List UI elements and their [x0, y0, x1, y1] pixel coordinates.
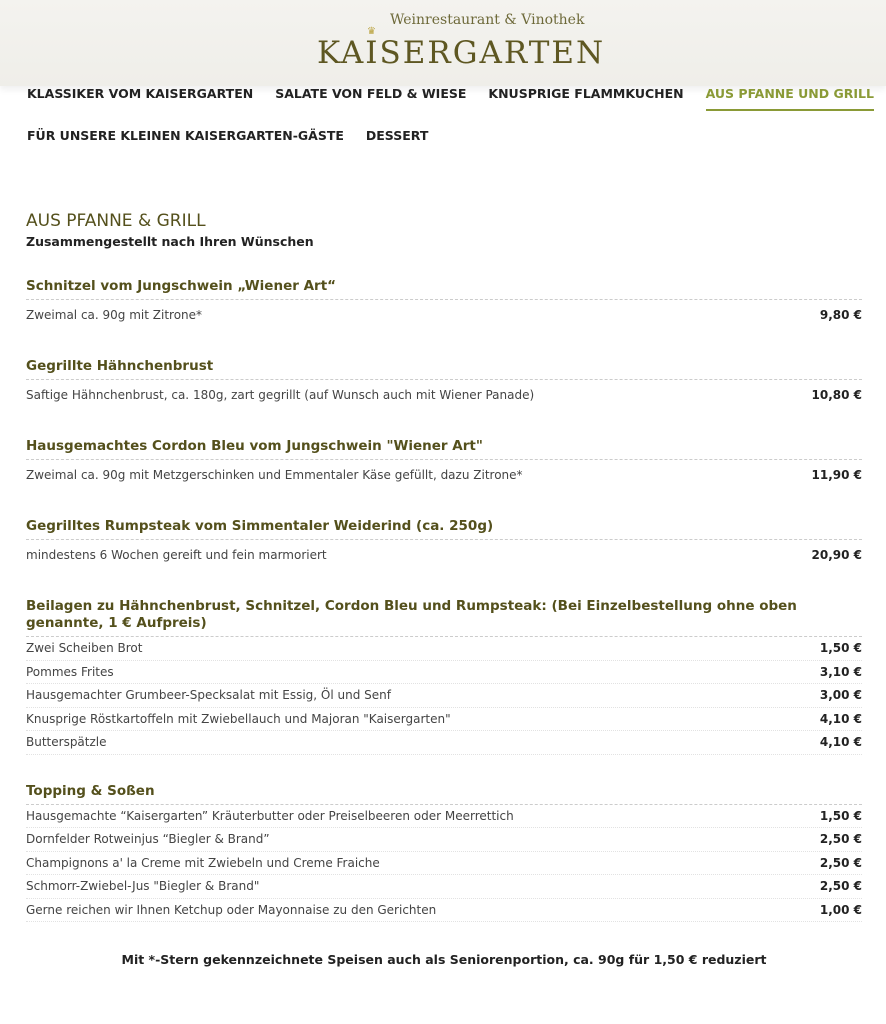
- item-price: 2,50 €: [819, 879, 862, 894]
- category-nav: [27, 84, 886, 168]
- item-price: 2,50 €: [819, 832, 862, 847]
- item-price: 4,10 €: [819, 711, 862, 726]
- site-header: [0, 0, 886, 86]
- menu-section: [26, 598, 862, 755]
- item-price: 3,00 €: [819, 688, 862, 703]
- menu-section: [26, 278, 862, 330]
- item-price: 1,00 €: [819, 902, 862, 917]
- section-title: Beilagen zu Hähnchenbrust, Schnitzel, Cordon Bleu und Rumpsteak: (Bei Einzelbestellung ohne oben genannte, 1 € Aufpreis): [26, 598, 862, 637]
- item-price: 20,90 €: [811, 548, 862, 562]
- item-description: Zwei Scheiben Brot: [26, 641, 143, 656]
- logo[interactable]: KAISERGARTEN: [317, 35, 606, 71]
- menu-section: [26, 783, 862, 923]
- crown-icon: ♛: [367, 26, 376, 37]
- nav-row-2: [27, 126, 886, 168]
- item-description: Schmorr-Zwiebel-Jus "Biegler & Brand": [26, 879, 260, 894]
- menu-item: [26, 380, 862, 410]
- menu-item: [26, 637, 862, 661]
- menu-item: [26, 805, 862, 829]
- page-subtitle: Zusammengestellt nach Ihren Wünschen: [26, 234, 314, 249]
- menu-item: [26, 540, 862, 570]
- menu-item: [26, 661, 862, 685]
- menu-item: [26, 828, 862, 852]
- item-price: 2,50 €: [819, 855, 862, 870]
- item-price: 4,10 €: [819, 735, 862, 750]
- item-description: Pommes Frites: [26, 664, 114, 679]
- nav-item[interactable]: AUS PFANNE UND GRILL: [706, 84, 874, 111]
- item-description: Gerne reichen wir Ihnen Ketchup oder Mayonnaise zu den Gerichten: [26, 902, 437, 917]
- item-description: Champignons a' la Creme mit Zwiebeln und Creme Fraiche: [26, 855, 380, 870]
- item-description: mindestens 6 Wochen gereift und fein marmoriert: [26, 548, 327, 562]
- item-price: 9,80 €: [819, 308, 862, 322]
- menu-section: [26, 358, 862, 410]
- section-title: Hausgemachtes Cordon Bleu vom Jungschwein "Wiener Art": [26, 438, 862, 460]
- page-title: AUS PFANNE & GRILL: [26, 211, 206, 231]
- nav-item[interactable]: KNUSPRIGE FLAMMKUCHEN: [488, 86, 684, 101]
- menu-item: [26, 731, 862, 755]
- menu-item: [26, 300, 862, 330]
- item-description: Dornfelder Rotweinjus “Biegler & Brand”: [26, 832, 270, 847]
- item-description: Hausgemachte “Kaisergarten” Kräuterbutter oder Preiselbeeren oder Meerrettich: [26, 808, 514, 823]
- menu-section: [26, 438, 862, 490]
- item-description: Zweimal ca. 90g mit Zitrone*: [26, 308, 203, 322]
- menu-item: [26, 899, 862, 923]
- item-price: 3,10 €: [819, 664, 862, 679]
- item-description: Hausgemachter Grumbeer-Specksalat mit Essig, Öl und Senf: [26, 688, 391, 703]
- nav-item[interactable]: SALATE VON FELD & WIESE: [275, 86, 467, 101]
- item-price: 10,80 €: [811, 388, 862, 402]
- section-title: Schnitzel vom Jungschwein „Wiener Art“: [26, 278, 862, 300]
- menu-section: [26, 518, 862, 570]
- item-description: Zweimal ca. 90g mit Metzgerschinken und Emmentaler Käse gefüllt, dazu Zitrone*: [26, 468, 523, 482]
- section-title: Topping & Soßen: [26, 783, 862, 805]
- item-description: Butterspätzle: [26, 735, 107, 750]
- section-title: Gegrillte Hähnchenbrust: [26, 358, 862, 380]
- menu-item: [26, 875, 862, 899]
- logo-subtitle: Weinrestaurant & Vinothek: [390, 12, 585, 28]
- item-description: Knusprige Röstkartoffeln mit Zwiebellauch und Majoran "Kaisergarten": [26, 711, 451, 726]
- menu-sections: [26, 278, 862, 922]
- menu-item: [26, 684, 862, 708]
- section-title: Gegrilltes Rumpsteak vom Simmentaler Weiderind (ca. 250g): [26, 518, 862, 540]
- menu-item: [26, 708, 862, 732]
- nav-row-1: [27, 84, 886, 126]
- footer-note: Mit *-Stern gekennzeichnete Speisen auch als Seniorenportion, ca. 90g für 1,50 € reduziert: [121, 952, 767, 967]
- nav-item[interactable]: FÜR UNSERE KLEINEN KAISERGARTEN-GÄSTE: [27, 128, 344, 143]
- menu-item: [26, 460, 862, 490]
- item-description: Saftige Hähnchenbrust, ca. 180g, zart gegrillt (auf Wunsch auch mit Wiener Panade): [26, 388, 535, 402]
- menu-item: [26, 852, 862, 876]
- nav-item[interactable]: DESSERT: [365, 128, 429, 143]
- item-price: 1,50 €: [819, 808, 862, 823]
- item-price: 1,50 €: [819, 641, 862, 656]
- item-price: 11,90 €: [811, 468, 862, 482]
- menu-content: [26, 210, 862, 988]
- nav-item[interactable]: KLASSIKER VOM KAISERGARTEN: [27, 86, 254, 101]
